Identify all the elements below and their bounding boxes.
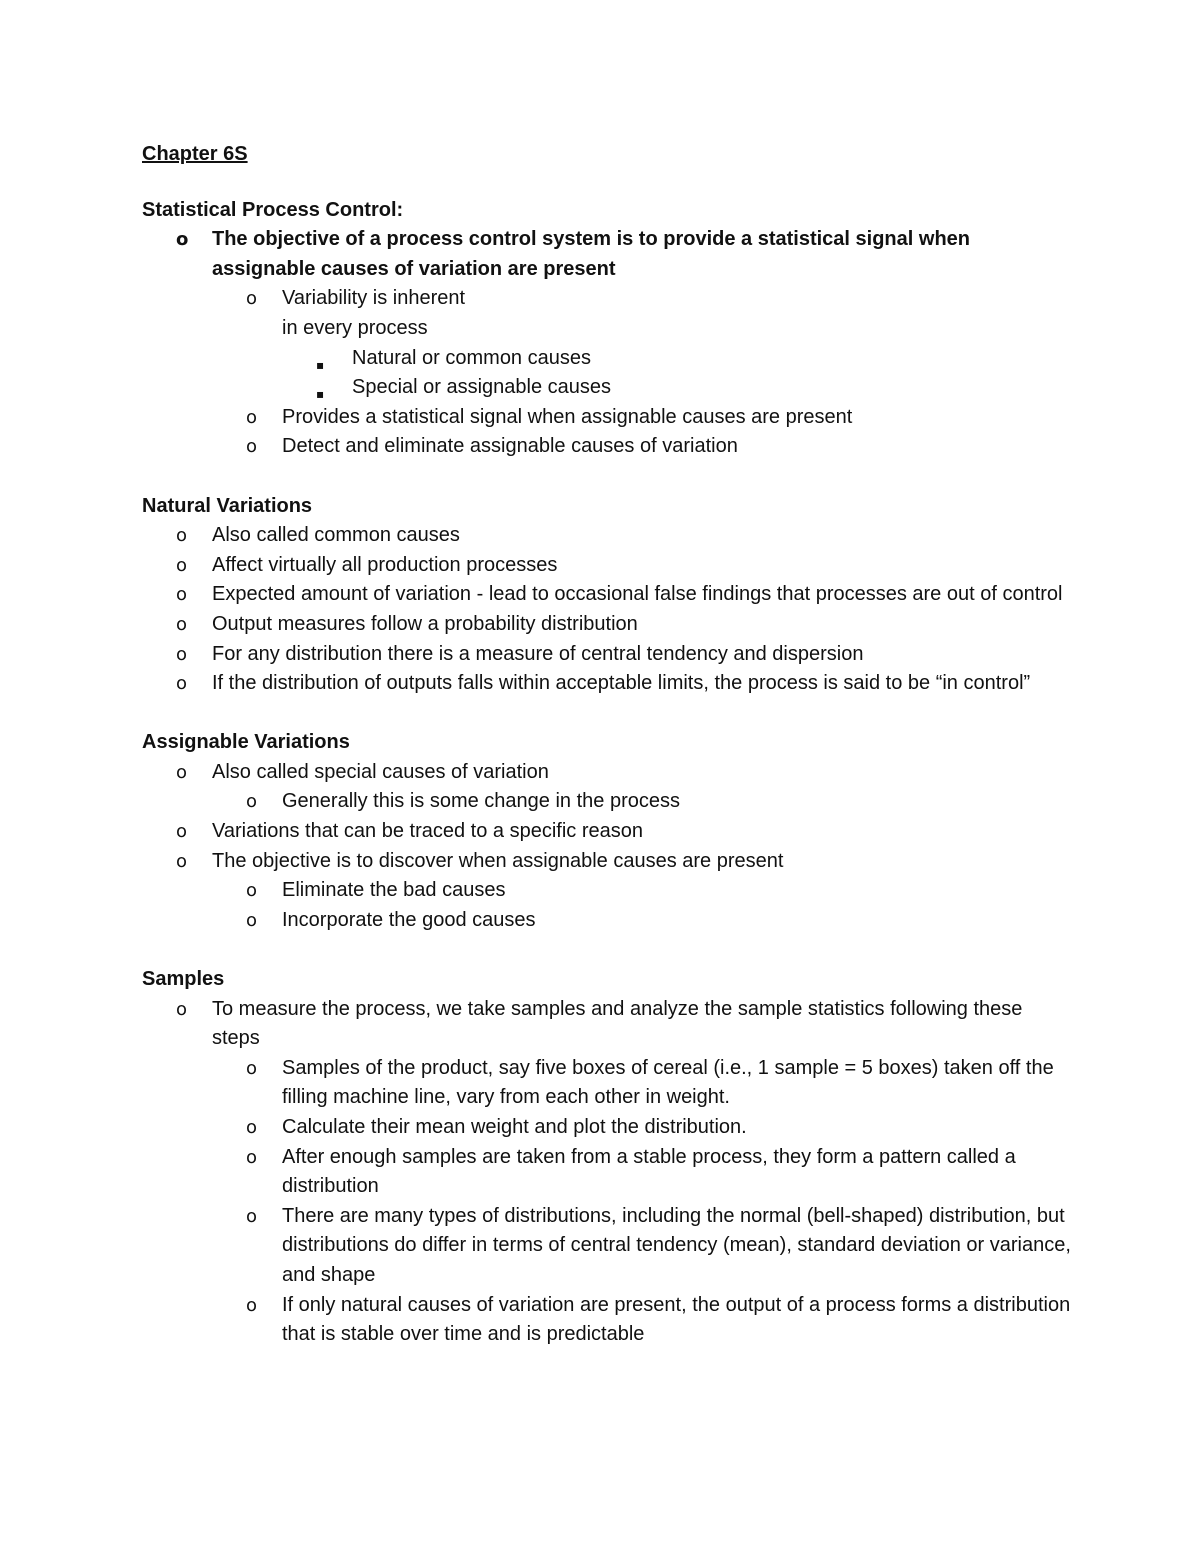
list-item-text: If only natural causes of variation are present, the output of a process forms a distribution that is stable over time and is predictable (282, 1293, 1071, 1346)
circle-bullet-icon: o (246, 436, 258, 458)
circle-bullet-icon: o (246, 1146, 258, 1168)
sub-list (212, 787, 1072, 817)
list-item (212, 1143, 1072, 1202)
list-item (212, 403, 1072, 433)
list-item-text: in every process (282, 316, 428, 339)
list-item-text: Expected amount of variation - lead to occasional false findings that processes are out of control (212, 583, 1063, 606)
list-item (212, 432, 1072, 462)
list-item-text: Special or assignable causes (352, 376, 612, 399)
circle-bullet-icon: o (246, 791, 258, 813)
list-item-text: Natural or common causes (352, 346, 591, 369)
circle-bullet-icon: o (246, 1294, 258, 1316)
bullet-list (142, 225, 1072, 462)
list-item-text: Provides a statistical signal when assignable causes are present (282, 405, 853, 428)
circle-bullet-icon: o (246, 909, 258, 931)
list-item (142, 225, 1072, 462)
circle-bullet-icon: o (176, 554, 188, 576)
sub-list (212, 876, 1072, 935)
circle-bullet-icon: o (176, 850, 188, 872)
list-item-text: Calculate their mean weight and plot the distribution. (282, 1116, 747, 1138)
sub-list (212, 1054, 1072, 1350)
list-item-text: The objective is to discover when assignable causes are present (212, 849, 784, 872)
circle-bullet-icon: o (176, 229, 189, 251)
list-item-text: Also called common causes (212, 524, 460, 547)
section-heading: Assignable Variations (142, 731, 350, 754)
list-item (142, 817, 1072, 847)
circle-bullet-icon: o (176, 643, 188, 665)
circle-bullet-icon: o (246, 1205, 258, 1227)
list-item (142, 640, 1072, 670)
circle-bullet-icon: o (246, 1117, 258, 1138)
list-item-text: If the distribution of outputs falls within acceptable limits, the process is said to be “in control” (212, 672, 1031, 695)
list-item (282, 373, 1072, 403)
circle-bullet-icon: o (246, 1057, 258, 1079)
circle-bullet-icon: o (246, 406, 258, 428)
circle-bullet-icon: o (176, 584, 188, 606)
section-assignable-variations (142, 728, 1072, 935)
sub-sub-list (282, 344, 1072, 403)
list-item-text: Variability is inherent (282, 287, 466, 310)
bullet-list (142, 521, 1072, 699)
document-body (142, 140, 1072, 1379)
square-bullet-icon: ▪ (316, 357, 325, 372)
list-item-text: Also called special causes of variation (212, 760, 549, 783)
chapter-title: Chapter 6S (142, 143, 248, 165)
circle-bullet-icon: o (176, 525, 188, 547)
list-item (142, 758, 1072, 817)
list-item-text: There are many types of distributions, including the normal (bell-shaped) distribution, but distributions do differ in terms of central tendency (mean), standard deviation or variance, and shape (282, 1204, 1071, 1286)
circle-bullet-icon: o (176, 761, 188, 783)
circle-bullet-icon: o (176, 998, 188, 1020)
list-item (212, 284, 1072, 402)
sub-list (212, 284, 1072, 462)
list-item (142, 995, 1072, 1350)
list-item (142, 521, 1072, 551)
bullet-list (142, 758, 1072, 936)
list-item (142, 847, 1072, 936)
list-item (142, 610, 1072, 640)
list-item-text: For any distribution there is a measure of central tendency and dispersion (212, 642, 864, 665)
list-item-text: Generally this is some change in the process (282, 790, 680, 813)
section-heading: Statistical Process Control: (142, 198, 404, 221)
list-item (282, 344, 1072, 374)
bullet-list (142, 995, 1072, 1350)
circle-bullet-icon: o (176, 613, 188, 635)
list-item (212, 1202, 1072, 1291)
list-item (212, 787, 1072, 817)
list-item-text: To measure the process, we take samples and analyze the sample statistics following these steps (212, 997, 1023, 1050)
circle-bullet-icon: o (176, 821, 188, 843)
list-item-text: The objective of a process control system is to provide a statistical signal when assignable causes of variation are present (212, 228, 970, 280)
circle-bullet-icon: o (246, 880, 258, 902)
section-natural-variations (142, 492, 1072, 699)
section-spc (142, 196, 1072, 462)
list-item (142, 669, 1072, 699)
list-item (142, 580, 1072, 610)
list-item (212, 1054, 1072, 1113)
square-bullet-icon: ▪ (316, 387, 325, 402)
circle-bullet-icon: o (176, 673, 188, 695)
list-item-text: Affect virtually all production processes (212, 553, 558, 576)
section-heading: Samples (142, 968, 225, 991)
list-item-text: Incorporate the good causes (282, 908, 536, 931)
list-item-text: Detect and eliminate assignable causes of variation (282, 435, 738, 458)
section-samples (142, 965, 1072, 1350)
list-item (142, 551, 1072, 581)
list-item-text: Samples of the product, say five boxes of cereal (i.e., 1 sample = 5 boxes) taken off the filling machine line, vary from each other in weight. (282, 1056, 1054, 1109)
list-item-text: Eliminate the bad causes (282, 879, 506, 902)
section-heading: Natural Variations (142, 494, 313, 517)
list-item (212, 876, 1072, 906)
list-item (212, 1113, 1072, 1143)
list-item (212, 1291, 1072, 1350)
list-item-text: Variations that can be traced to a specific reason (212, 820, 643, 843)
list-item-text: Output measures follow a probability distribution (212, 612, 638, 635)
list-item (212, 906, 1072, 936)
list-item-text: After enough samples are taken from a stable process, they form a pattern called a distribution (282, 1145, 1016, 1198)
circle-bullet-icon: o (246, 288, 258, 310)
